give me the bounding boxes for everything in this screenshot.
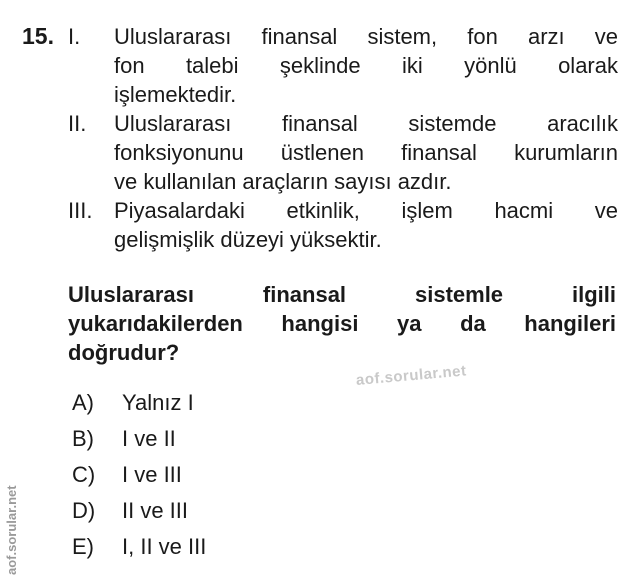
question-text [68, 280, 616, 367]
question-line-1: Uluslararası finansal sistemle ilgili [68, 282, 616, 307]
option-b[interactable] [72, 424, 176, 453]
option-e-text: I, II ve III [122, 534, 207, 559]
statement-2 [114, 109, 618, 196]
statement-3-line-2: gelişmişlik düzeyi yüksektir. [114, 227, 382, 252]
statement-1-line-1: Uluslararası finansal sistem, fon arzı ve [114, 24, 618, 49]
statement-3-line-1: Piyasalardaki etkinlik, işlem hacmi ve [114, 198, 618, 223]
statement-2-line-3: ve kullanılan araçların sayısı azdır. [114, 169, 452, 194]
option-a-letter: A) [72, 390, 94, 415]
option-a-text: Yalnız I [122, 390, 194, 415]
statement-2-line-1: Uluslararası finansal sistemde aracılık [114, 111, 618, 136]
statement-numeral-2: II. [68, 111, 87, 136]
option-d-text: II ve III [122, 498, 189, 523]
question-line-3: doğrudur? [68, 340, 180, 365]
option-a[interactable] [72, 388, 194, 417]
option-b-text: I ve II [122, 426, 176, 451]
statement-numeral-1: I. [68, 24, 81, 49]
option-c-letter: C) [72, 462, 96, 487]
statement-1-line-3: işlemektedir. [114, 82, 237, 107]
watermark-center: aof.sorular.net [355, 362, 468, 389]
option-d-letter: D) [72, 498, 96, 523]
option-b-letter: B) [72, 426, 94, 451]
option-e[interactable] [72, 532, 206, 561]
statement-numeral-3: III. [68, 198, 93, 223]
statement-1-line-2: fon talebi şeklinde iki yönlü olarak [114, 53, 618, 78]
question-line-2: yukarıdakilerden hangisi ya da hangileri [68, 311, 616, 336]
watermark-side: aof.sorular.net [4, 485, 19, 575]
option-c-text: I ve III [122, 462, 182, 487]
statement-2-line-2: fonksiyonunu üstlenen finansal kurumların [114, 140, 618, 165]
option-c[interactable] [72, 460, 182, 489]
statement-1 [114, 22, 618, 109]
option-e-letter: E) [72, 534, 94, 559]
statement-3 [114, 196, 618, 254]
question-number: 15. [22, 23, 54, 49]
option-d[interactable] [72, 496, 188, 525]
